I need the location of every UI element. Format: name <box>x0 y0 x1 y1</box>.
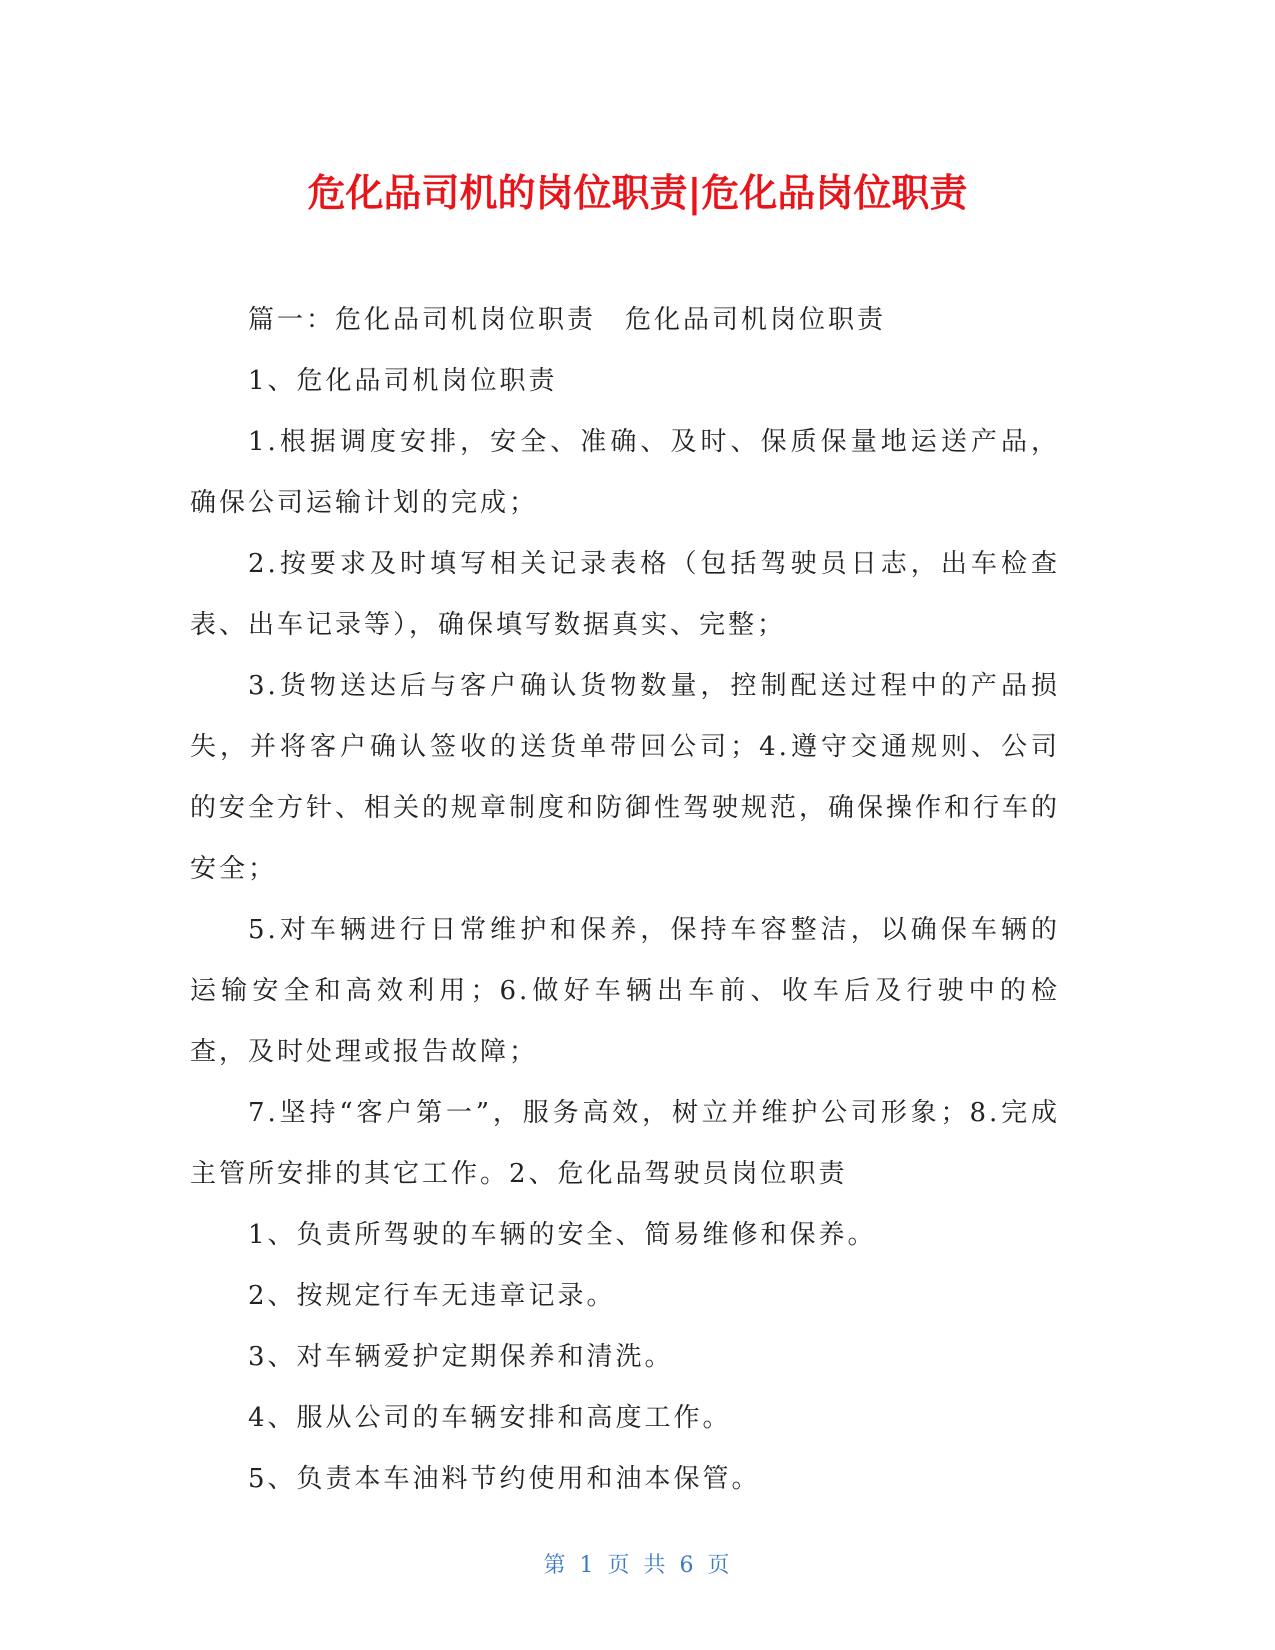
footer-page-unit: 页 <box>607 1553 632 1578</box>
page-footer <box>0 1548 1275 1579</box>
footer-total-pages: 6 <box>679 1553 696 1578</box>
paragraph: 1.根据调度安排，安全、准确、及时、保质保量地运送产品，确保公司运输计划的完成； <box>190 427 1060 518</box>
paragraph: 篇一：危化品司机岗位职责 危化品司机岗位职责 <box>248 305 887 335</box>
paragraph: 2.按要求及时填写相关记录表格（包括驾驶员日志，出车检查表、出车记录等），确保填写数据真实、完整； <box>190 549 1060 640</box>
paragraph: 7.坚持“客户第一”，服务高效，树立并维护公司形象；8.完成主管所安排的其它工作。2、危化品驾驶员岗位职责 <box>190 1098 1060 1189</box>
paragraph: 5、负责本车油料节约使用和油本保管。 <box>248 1464 761 1494</box>
document-body <box>190 290 1060 1510</box>
paragraph: 2、按规定行车无违章记录。 <box>248 1281 616 1311</box>
paragraph: 1、危化品司机岗位职责 <box>248 366 558 396</box>
paragraph: 3、对车辆爱护定期保养和清洗。 <box>248 1342 674 1372</box>
document-title: 危化品司机的岗位职责|危化品岗位职责 <box>307 171 968 215</box>
footer-page-label: 第 <box>543 1553 568 1578</box>
paragraph: 1、负责所驾驶的车辆的安全、简易维修和保养。 <box>248 1220 877 1250</box>
footer-current-page: 1 <box>579 1553 596 1578</box>
footer-total-unit: 页 <box>707 1553 732 1578</box>
paragraph: 4、服从公司的车辆安排和高度工作。 <box>248 1403 732 1433</box>
paragraph: 3.货物送达后与客户确认货物数量，控制配送过程中的产品损失，并将客户确认签收的送货单带回公司；4.遵守交通规则、公司的安全方针、相关的规章制度和防御性驾驶规范，确保操作和行车的安全； <box>190 671 1061 884</box>
paragraph: 5.对车辆进行日常维护和保养，保持车容整洁，以确保车辆的运输安全和高效利用；6.做好车辆出车前、收车后及行驶中的检查，及时处理或报告故障； <box>190 915 1060 1067</box>
footer-total-label: 共 <box>643 1553 668 1578</box>
